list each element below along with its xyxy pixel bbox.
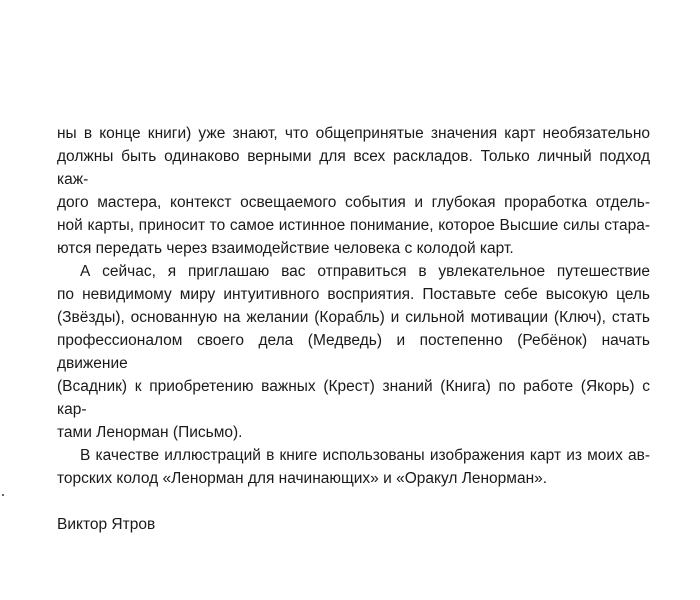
text-line: ются передать через взаимодействие человека с колодой карт. xyxy=(57,240,514,257)
text-line: (Звёзды), основанную на желании (Корабль) и сильной мотивации (Ключ), стать xyxy=(57,309,650,326)
text-line: ной карты, приносит то самое истинное понимание, которое Высшие силы стара- xyxy=(57,217,650,234)
scan-edge-mark xyxy=(2,494,4,496)
paragraph-3 xyxy=(57,444,650,490)
text-line: В качестве иллюстраций в книге использованы изображения карт из моих ав- xyxy=(80,447,650,464)
text-line: тами Ленорман (Письмо). xyxy=(57,424,243,441)
paragraph-1 xyxy=(57,122,650,260)
text-line: торских колод «Ленорман для начинающих» и «Оракул Ленорман». xyxy=(57,470,548,487)
signature-text: Виктор Ятров xyxy=(57,516,156,533)
text-line: дого мастера, контекст освещаемого события и глубокая проработка отдель- xyxy=(57,194,650,211)
text-line: по невидимому миру интуитивного восприятия. Поставьте себе высокую цель xyxy=(57,286,650,303)
author-signature xyxy=(57,513,650,536)
text-line: А сейчас, я приглашаю вас отправиться в увлекательное путешествие xyxy=(80,263,650,280)
text-line: профессионалом своего дела (Медведь) и постепенно (Ребёнок) начать движение xyxy=(57,332,650,372)
text-line: (Всадник) к приобретению важных (Крест) знаний (Книга) по работе (Якорь) с кар- xyxy=(57,378,650,418)
paragraph-2 xyxy=(57,260,650,444)
document-page xyxy=(57,122,650,536)
text-line: должны быть одинаково верными для всех раскладов. Только личный подход каж- xyxy=(57,148,650,188)
text-line: ны в конце книги) уже знают, что общепринятые значения карт необязательно xyxy=(57,125,650,142)
